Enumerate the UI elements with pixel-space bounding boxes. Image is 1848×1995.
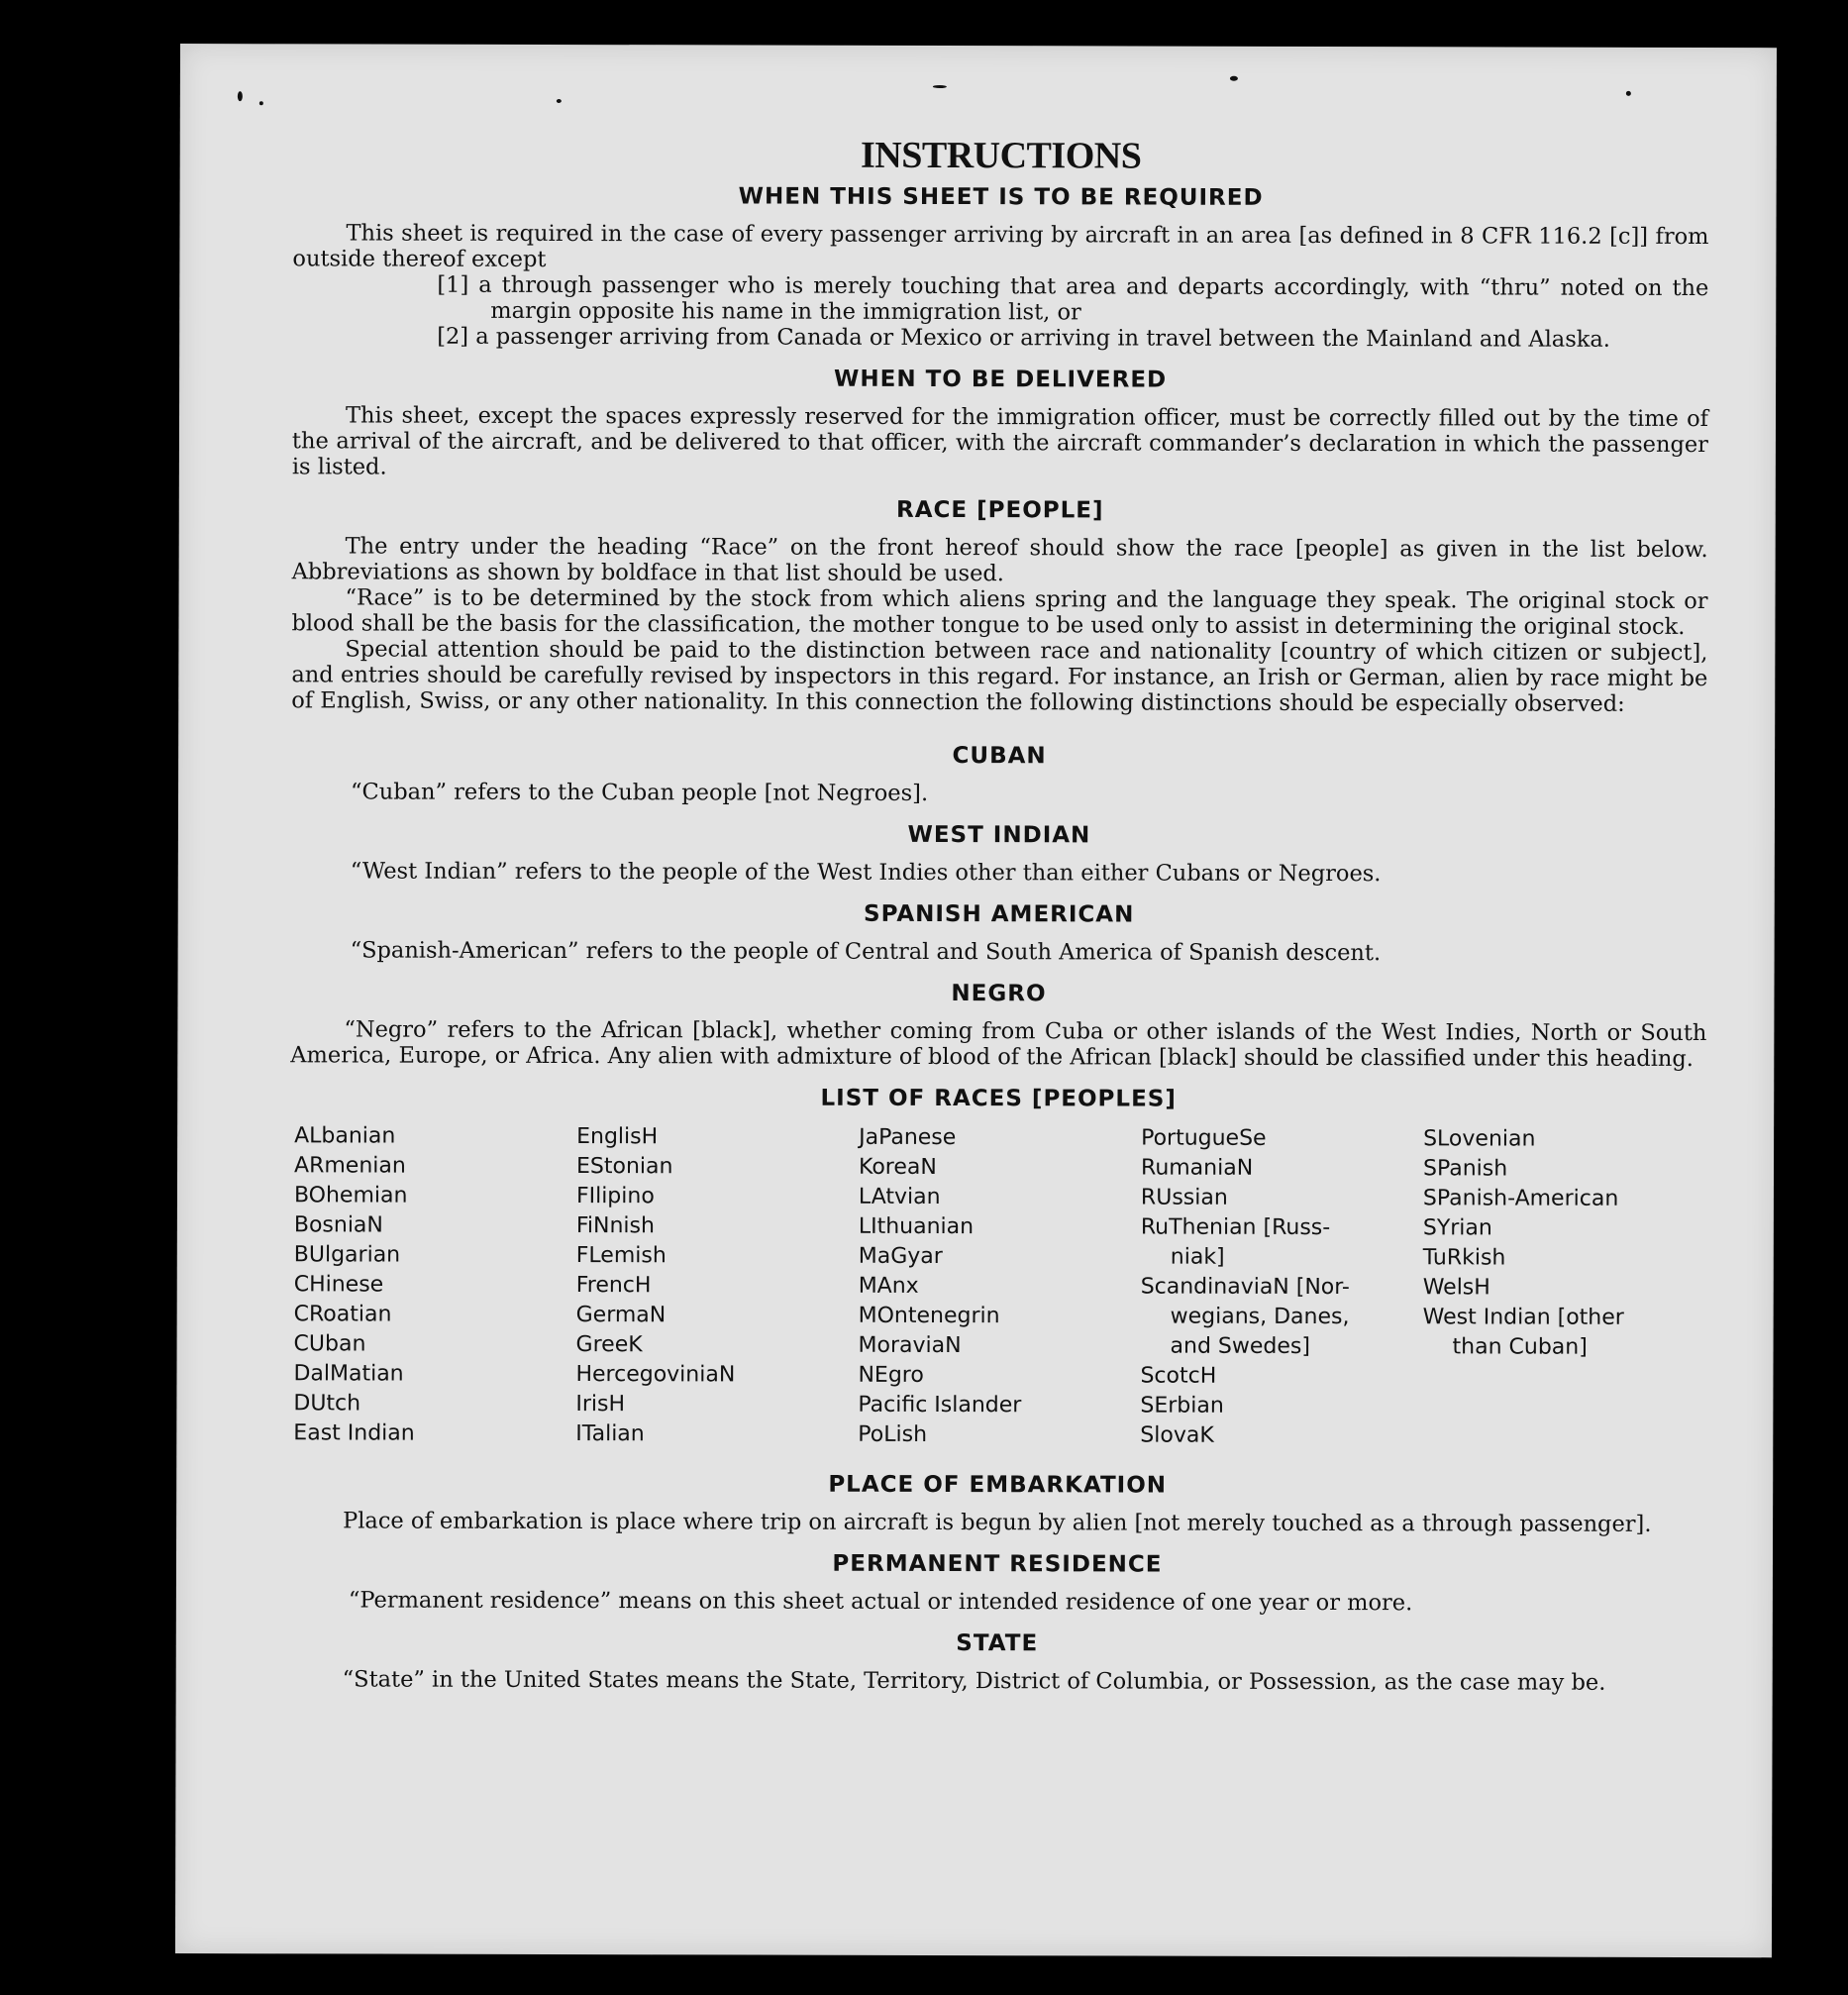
race-entry: GreeK [575,1332,643,1358]
scan-speck [1230,76,1238,81]
races-column-5 [1422,1124,1705,1452]
race-entry: HercegoviniaN [575,1362,736,1388]
race-entry: SPanish-American [1422,1186,1619,1211]
race-entry: DalMatian [293,1361,404,1387]
required-item-1: [1] a through passenger who is merely touching that area and departs accordingly, with “thru” noted on the margin opposite his name in the immigration list, or [437,271,1709,326]
race-entry: FLemish [575,1243,667,1269]
race-entry: ScotcH [1140,1363,1217,1389]
race-entry: DUtch [293,1391,361,1417]
race-entry: JaPanese [859,1124,957,1151]
races-list [293,1121,1706,1452]
race-paragraph-3: Special attention should be paid to the distinction between race and nationality [country of which citizen or subject], and entries should be carefully revised by inspectors in this regard. For instance, an Irish or German, alien by race might be of English, Swiss, or any other nationality. In this connection the following distinctions should be especially observed: [291,636,1708,717]
race-entry-continued: than Cuban] [1452,1334,1588,1360]
heading-list-of-races: LIST OF RACES [PEOPLES] [820,1085,1177,1112]
race-entry: PoLish [858,1421,928,1447]
races-column-2 [575,1122,859,1450]
race-entry: ALbanian [294,1123,396,1149]
race-entry: EStonian [576,1154,673,1180]
heading-when-required: WHEN THIS SHEET IS TO BE REQUIRED [738,183,1264,211]
race-entry: CRoatian [293,1302,392,1327]
race-entry: East Indian [293,1420,415,1446]
race-entry: FiNnish [575,1213,656,1239]
race-entry: LAtvian [858,1184,941,1210]
required-item-2: [2] a passenger arriving from Canada or Mexico or arriving in travel between the Mainland and Alaska. [437,323,1610,353]
race-entry: SYrian [1422,1215,1492,1241]
race-entry: SLovenian [1423,1126,1536,1152]
race-entry: MOntenegrin [858,1303,1000,1329]
race-entry: BosniaN [293,1212,383,1238]
heading-permanent-residence: PERMANENT RESIDENCE [832,1550,1163,1578]
heading-place-of-embarkation: PLACE OF EMBARKATION [828,1471,1168,1499]
heading-negro: NEGRO [951,981,1047,1007]
race-entry-continued: wegians, Danes, [1170,1304,1350,1330]
race-entry-continued: niak] [1170,1244,1225,1270]
race-entry: BOhemian [293,1183,408,1208]
heading-west-indian: WEST INDIAN [907,821,1091,849]
embarkation-text: Place of embarkation is place where trip on aircraft is begun by alien [not merely touched as a through passenger]. [343,1508,1652,1537]
race-entry: CUban [293,1331,366,1357]
race-entry: ITalian [575,1421,645,1447]
race-entry: LIthuanian [858,1213,975,1240]
scan-speck [557,99,562,103]
race-entry: IrisH [575,1392,626,1418]
race-entry: PortugueSe [1141,1125,1267,1151]
race-entry: RUssian [1140,1185,1228,1210]
races-column-4 [1140,1124,1423,1452]
heading-cuban: CUBAN [952,743,1047,770]
scan-speck [1626,91,1631,96]
race-entry: NEgro [858,1362,924,1388]
cuban-text: “Cuban” refers to the Cuban people [not Negroes]. [350,779,929,806]
west-indian-text: “West Indian” refers to the people of the West Indies other than either Cubans or Negroes. [350,858,1382,888]
race-entry: KoreaN [859,1154,937,1181]
scan-speck [238,91,243,101]
race-entry: MaGyar [858,1243,943,1270]
race-entry: MAnx [858,1273,919,1299]
race-entry: WelsH [1422,1275,1490,1301]
race-entry: CHinese [293,1272,384,1298]
race-paragraph-2: “Race” is to be determined by the stock from which aliens spring and the language they speak. The original stock or blood shall be the basis for the classification, the mother tongue to be used only to assist in determining the original stock. [291,584,1708,640]
required-intro: This sheet is required in the case of every passenger arriving by aircraft in an area [as defined in 8 CFR 116.2 [c]] from outside thereof except [292,220,1709,272]
scan-speck [933,85,947,88]
race-entry: West Indian [other [1422,1305,1624,1330]
heading-when-delivered: WHEN TO BE DELIVERED [834,366,1168,393]
race-entry: TuRkish [1422,1245,1506,1271]
race-entry: FIlipino [575,1184,655,1209]
heading-state: STATE [956,1630,1039,1657]
instructions-content [289,133,1709,1696]
races-column-1 [293,1121,576,1449]
race-entry: ARmenian [294,1153,406,1179]
race-entry: SPanish [1422,1156,1508,1182]
delivered-text: This sheet, except the spaces expressly reserved for the immigration officer, must be correctly filled out by the time of the arrival of the aircraft, and be delivered to that officer, with the aircraft commander’s declaration in which the passenger is listed. [291,402,1709,480]
races-column-3 [858,1123,1141,1451]
race-entry: BUlgarian [293,1242,401,1268]
race-paragraph-1: The entry under the heading “Race” on the front hereof should show the race [people] as given in the list below. Abbreviations as shown by boldface in that list should be used. [291,533,1708,587]
heading-race: RACE [PEOPLE] [895,496,1104,524]
state-text: “State” in the United States means the State, Territory, District of Columbia, or Possession, as the case may be. [342,1666,1606,1696]
scan-speck [259,101,263,105]
residence-text: “Permanent residence” means on this sheet actual or intended residence of one year or more. [348,1587,1413,1617]
page-title: INSTRUCTIONS [860,134,1142,177]
race-entry: RuThenian [Russ- [1140,1214,1331,1241]
race-entry: SlovaK [1140,1422,1214,1448]
race-entry: EnglisH [576,1124,659,1150]
race-entry: FrencH [575,1273,652,1299]
negro-text: “Negro” refers to the African [black], whether coming from Cuba or other islands of the West Indies, North or South America, Europe, or Africa. Any alien with admixture of blood of the African [black] should be classified under this heading. [290,1016,1707,1073]
race-entry: RumaniaN [1140,1155,1254,1181]
race-entry: SErbian [1140,1393,1224,1418]
spanish-american-text: “Spanish-American” refers to the people of Central and South America of Spanish descent. [350,937,1382,967]
race-entry: GermaN [575,1303,667,1328]
document-sheet [175,44,1777,1957]
race-entry: ScandinaviaN [Nor- [1140,1274,1350,1301]
race-entry: Pacific Islander [858,1392,1022,1418]
race-entry-continued: and Swedes] [1170,1333,1311,1359]
race-entry: MoraviaN [858,1332,962,1359]
heading-spanish-american: SPANISH AMERICAN [863,900,1135,928]
